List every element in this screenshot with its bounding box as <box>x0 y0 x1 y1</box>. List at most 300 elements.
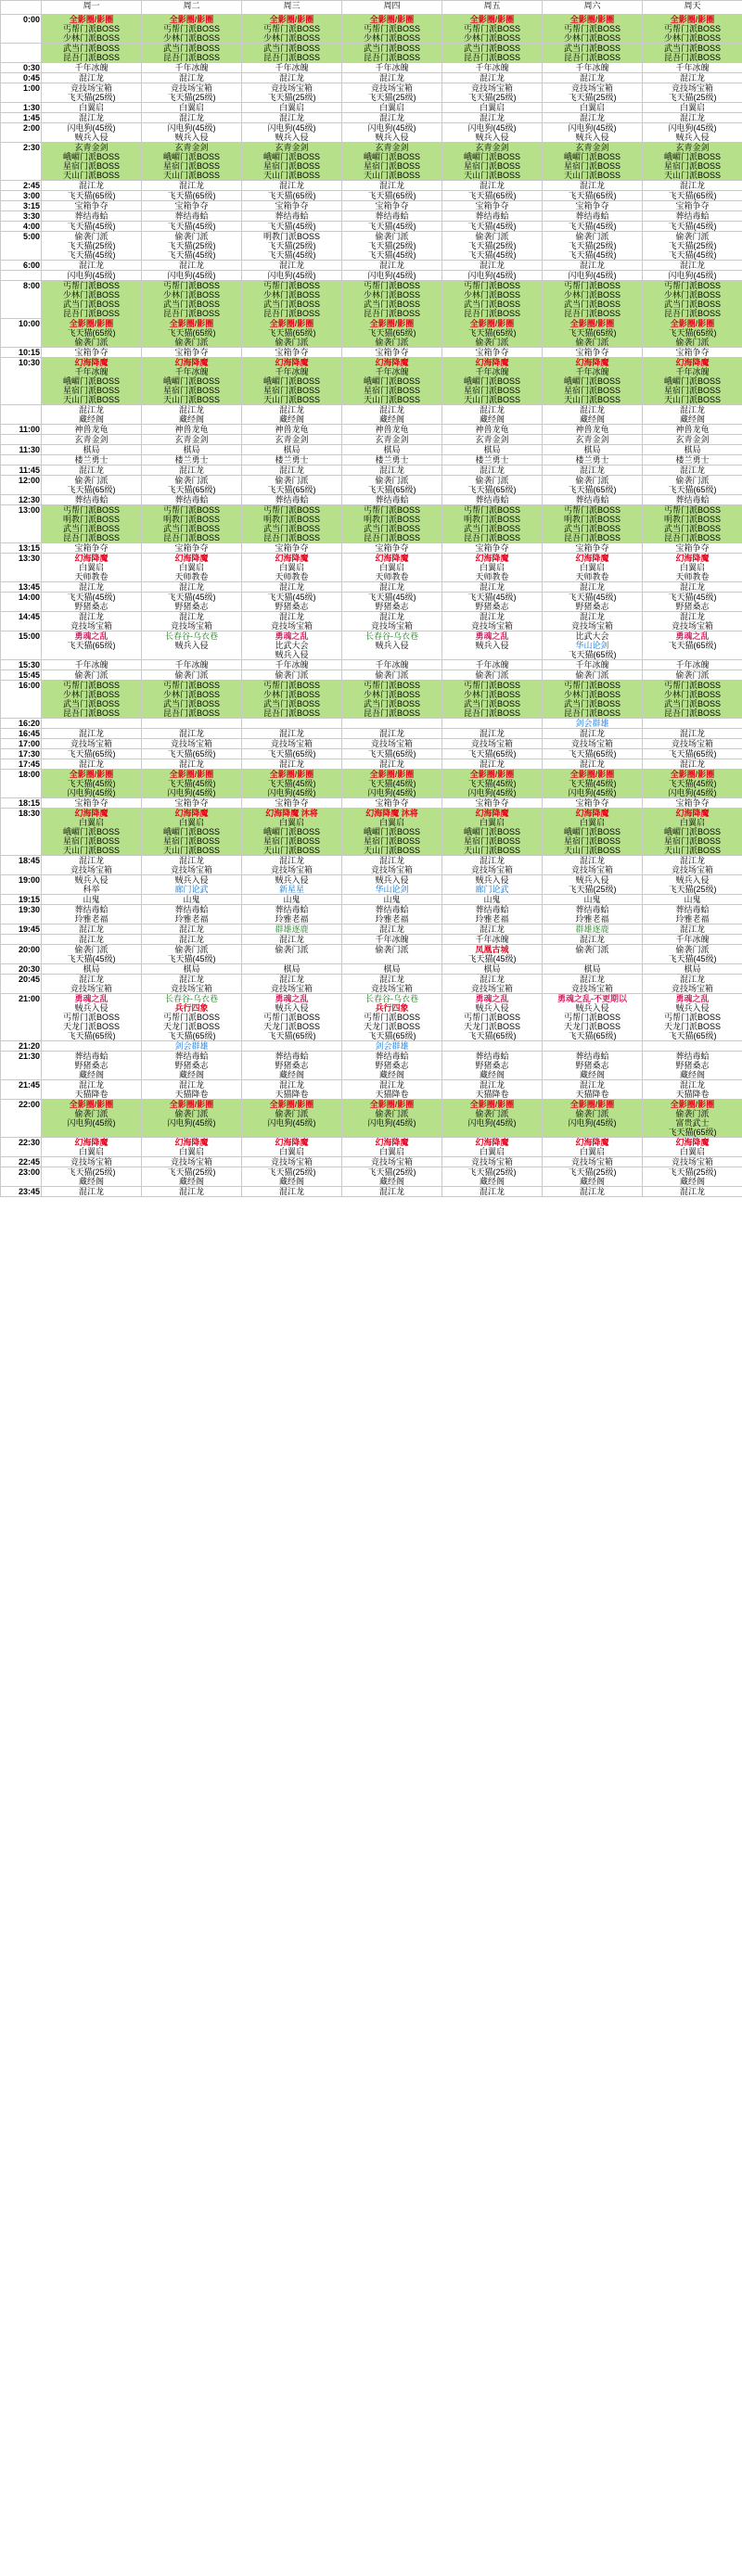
time-label: 12:30 <box>1 495 42 505</box>
event-entry: 星宿门派BOSS <box>262 386 320 395</box>
event-entry: 白翼启 <box>178 818 204 827</box>
schedule-row <box>1 631 742 660</box>
event-entry: 飞天猫(65级) <box>668 641 717 650</box>
event-entry: 竞技场宝箱 <box>370 865 413 874</box>
event-entry: 飞天猫(25级) <box>668 885 717 894</box>
event-entry: 星宿门派BOSS <box>363 836 420 846</box>
event-entry: 偷袭门派 <box>475 338 509 347</box>
event-entry: 昆吾门派BOSS <box>262 309 320 318</box>
schedule-cell <box>442 798 543 809</box>
event-entry: 宝箱争夺 <box>375 348 409 357</box>
event-entry: 偷袭门派 <box>475 1109 509 1118</box>
schedule-cell <box>543 319 643 348</box>
event-entry: 白翼启 <box>679 563 705 572</box>
schedule-cell <box>442 729 543 739</box>
event-entry: 明教门派BOSS <box>463 515 520 524</box>
event-entry: 竞技场宝箱 <box>270 865 313 874</box>
event-entry: 混江龙 <box>479 856 505 865</box>
event-entry: 全影圈/影圈 <box>569 1100 615 1109</box>
event-entry: 峨嵋门派BOSS <box>463 376 520 386</box>
schedule-cell <box>242 554 342 582</box>
schedule-cell <box>42 222 142 232</box>
event-entry: 白翼启 <box>479 103 505 112</box>
schedule-cell <box>42 660 142 670</box>
event-entry: 楼兰勇士 <box>475 455 509 465</box>
schedule-cell <box>643 232 742 261</box>
schedule-cell <box>442 875 543 895</box>
event-entry: 武当门派BOSS <box>363 699 420 708</box>
time-label: 12:00 <box>1 476 42 495</box>
event-entry: 混江龙 <box>679 405 705 414</box>
schedule-cell <box>643 670 742 681</box>
event-entry: 昆吾门派BOSS <box>563 309 620 318</box>
event-entry: 竞技场宝箱 <box>570 739 613 748</box>
schedule-cell <box>342 271 442 281</box>
event-entry: 白翼启 <box>679 818 705 827</box>
event-entry: 神兽龙龟 <box>174 425 209 434</box>
event-entry: 星宿门派BOSS <box>663 161 721 171</box>
schedule-cell <box>543 123 643 143</box>
event-entry: 宝箱争夺 <box>74 348 109 357</box>
event-entry: 野猪桑志 <box>475 1061 509 1070</box>
schedule-cell <box>342 554 442 582</box>
schedule-row <box>1 1157 742 1167</box>
event-entry: 混江龙 <box>579 261 605 270</box>
schedule-cell <box>643 113 742 123</box>
event-entry: 星宿门派BOSS <box>262 161 320 171</box>
time-label: 6:00 <box>1 261 42 271</box>
schedule-cell <box>342 809 442 856</box>
event-entry: 偷袭门派 <box>475 232 509 241</box>
schedule-cell <box>643 660 742 670</box>
event-entry: 星宿门派BOSS <box>62 836 120 846</box>
event-entry: 群雄逐鹿 <box>275 925 309 934</box>
event-entry: 白翼启 <box>178 563 204 572</box>
schedule-cell <box>342 476 442 495</box>
schedule-cell <box>242 232 342 261</box>
schedule-cell <box>142 681 242 719</box>
schedule-cell <box>442 44 543 63</box>
event-entry: 棋局 <box>383 445 401 454</box>
schedule-cell <box>643 211 742 222</box>
event-entry: 峨嵋门派BOSS <box>663 152 721 161</box>
event-entry: 星宿门派BOSS <box>463 386 520 395</box>
event-entry: 飞天猫(65级) <box>668 749 717 759</box>
event-entry: 混江龙 <box>378 612 404 621</box>
event-entry: 混江龙 <box>278 113 304 122</box>
schedule-cell <box>342 63 442 73</box>
day-header-tuesday: 周二 <box>142 1 242 15</box>
event-entry: 玄青金剑 <box>575 143 609 152</box>
schedule-cell <box>142 271 242 281</box>
schedule-row <box>1 405 742 425</box>
schedule-cell <box>142 631 242 660</box>
event-entry: 山鬼 <box>383 895 401 904</box>
schedule-cell <box>42 1100 142 1138</box>
schedule-row <box>1 856 742 875</box>
schedule-cell <box>543 465 643 476</box>
event-entry: 昆吾门派BOSS <box>463 533 520 542</box>
schedule-cell <box>442 631 543 660</box>
schedule-cell <box>442 405 543 425</box>
time-label <box>1 935 42 945</box>
event-entry: 少林门派BOSS <box>463 690 520 699</box>
event-entry: 野猪桑志 <box>375 1061 409 1070</box>
schedule-row <box>1 809 742 856</box>
schedule-cell <box>142 660 242 670</box>
schedule-cell <box>42 271 142 281</box>
event-entry: 混江龙 <box>78 856 104 865</box>
event-entry: 贼兵入侵 <box>475 641 509 650</box>
event-entry: 白翼启 <box>178 1147 204 1156</box>
event-entry: 昆吾门派BOSS <box>663 309 721 318</box>
schedule-cell <box>242 435 342 445</box>
schedule-cell <box>142 181 242 191</box>
event-entry: 天山门派BOSS <box>162 846 220 855</box>
time-label: 16:20 <box>1 719 42 729</box>
schedule-cell <box>442 191 543 201</box>
time-label <box>1 271 42 281</box>
event-entry: 混江龙 <box>378 582 404 592</box>
event-entry: 飞天猫(65级) <box>167 1031 216 1040</box>
event-entry: 长春谷-乌衣巷 <box>165 994 218 1003</box>
schedule-cell <box>142 63 242 73</box>
event-entry: 宝箱争夺 <box>174 798 209 808</box>
event-entry: 宝箱争夺 <box>475 543 509 553</box>
event-entry: 竞技场宝箱 <box>570 865 613 874</box>
event-entry: 丐帮门派BOSS <box>363 505 420 515</box>
schedule-cell <box>643 856 742 875</box>
schedule-cell <box>142 964 242 975</box>
event-entry: 天山门派BOSS <box>463 395 520 404</box>
time-label: 16:00 <box>1 681 42 719</box>
event-entry: 千年冰魄 <box>675 935 710 944</box>
schedule-cell <box>442 455 543 465</box>
event-entry: 天山门派BOSS <box>262 395 320 404</box>
schedule-cell <box>142 435 242 445</box>
event-entry: 楼兰勇士 <box>575 455 609 465</box>
schedule-cell <box>342 582 442 593</box>
event-entry: 峨嵋门派BOSS <box>463 152 520 161</box>
schedule-cell <box>543 905 643 925</box>
event-entry: 棋局 <box>583 964 601 974</box>
event-entry: 竞技场宝箱 <box>671 739 713 748</box>
event-entry: 飞天猫(25级) <box>467 93 517 102</box>
schedule-cell <box>342 143 442 181</box>
event-entry: 竞技场宝箱 <box>270 1157 313 1167</box>
event-entry: 葬结毒蛤 <box>675 495 710 504</box>
schedule-row <box>1 543 742 554</box>
schedule-cell <box>543 1157 643 1167</box>
schedule-page <box>0 0 742 1197</box>
schedule-cell <box>142 1187 242 1197</box>
schedule-cell <box>543 405 643 425</box>
event-entry: 昆吾门派BOSS <box>162 533 220 542</box>
event-entry: 比武大会 <box>575 631 609 641</box>
schedule-cell <box>442 975 543 994</box>
event-entry: 混江龙 <box>378 181 404 190</box>
event-entry: 混江龙 <box>178 935 204 944</box>
event-entry: 飞天猫(65级) <box>668 1128 717 1137</box>
event-entry: 闪电狗(45级) <box>367 123 416 133</box>
schedule-cell <box>242 1187 342 1197</box>
event-entry: 闪电狗(45级) <box>467 271 517 280</box>
event-entry: 混江龙 <box>378 1187 404 1196</box>
schedule-cell <box>42 1041 142 1052</box>
schedule-cell <box>42 435 142 445</box>
schedule-row <box>1 261 742 271</box>
event-entry: 星宿门派BOSS <box>463 161 520 171</box>
event-entry: 幻海降魔 沐将 <box>365 809 418 818</box>
event-entry: 峨嵋门派BOSS <box>262 376 320 386</box>
event-entry: 峨嵋门派BOSS <box>62 152 120 161</box>
event-entry: 混江龙 <box>679 729 705 738</box>
schedule-cell <box>242 719 342 729</box>
event-entry: 全影圈/影圈 <box>469 770 515 779</box>
event-entry: 昆吾门派BOSS <box>262 53 320 62</box>
event-entry: 混江龙 <box>278 1080 304 1090</box>
schedule-row <box>1 191 742 201</box>
event-entry: 宝箱争夺 <box>375 201 409 210</box>
event-entry: 昆吾门派BOSS <box>663 53 721 62</box>
event-empty <box>43 1041 140 1051</box>
time-label <box>1 44 42 63</box>
schedule-cell <box>342 319 442 348</box>
schedule-cell <box>242 348 342 358</box>
event-entry: 全影圈/影圈 <box>169 1100 214 1109</box>
schedule-cell <box>42 191 142 201</box>
event-entry: 丐帮门派BOSS <box>363 1013 420 1022</box>
event-entry: 神兽龙龟 <box>375 425 409 434</box>
event-entry: 武当门派BOSS <box>663 300 721 309</box>
schedule-cell <box>342 945 442 964</box>
event-entry: 玄青金剑 <box>275 435 309 444</box>
schedule-cell <box>42 1080 142 1100</box>
schedule-cell <box>643 925 742 935</box>
schedule-cell <box>342 15 442 44</box>
schedule-cell <box>442 281 543 319</box>
day-header-monday: 周一 <box>42 1 142 15</box>
time-label: 17:30 <box>1 749 42 759</box>
schedule-cell <box>242 543 342 554</box>
event-entry: 天师教卷 <box>174 572 209 581</box>
event-entry: 飞天猫(45级) <box>167 593 216 602</box>
schedule-cell <box>543 425 643 435</box>
event-entry: 武当门派BOSS <box>563 524 620 533</box>
schedule-cell <box>142 770 242 798</box>
event-entry: 棋局 <box>383 964 401 974</box>
event-entry: 丐帮门派BOSS <box>463 681 520 690</box>
schedule-cell <box>643 612 742 631</box>
event-entry: 飞天猫(45级) <box>568 222 617 231</box>
event-entry: 混江龙 <box>479 73 505 83</box>
schedule-cell <box>142 593 242 612</box>
event-entry: 葬结毒蛤 <box>675 1052 710 1061</box>
schedule-cell <box>42 261 142 271</box>
schedule-cell <box>342 681 442 719</box>
event-entry: 飞天猫(65级) <box>668 485 717 494</box>
event-entry: 偷袭门派 <box>375 232 409 241</box>
event-entry: 混江龙 <box>679 465 705 475</box>
event-entry: 偷袭门派 <box>575 476 609 485</box>
event-entry: 竞技场宝箱 <box>671 83 713 93</box>
schedule-cell <box>42 935 142 945</box>
schedule-cell <box>442 63 543 73</box>
event-entry: 昆吾门派BOSS <box>363 309 420 318</box>
schedule-row <box>1 103 742 113</box>
event-entry: 混江龙 <box>78 612 104 621</box>
schedule-cell <box>543 798 643 809</box>
schedule-cell <box>442 925 543 935</box>
event-entry: 玲雅老福 <box>375 914 409 924</box>
schedule-cell <box>543 201 643 211</box>
event-entry: 混江龙 <box>78 729 104 738</box>
time-label: 4:00 <box>1 222 42 232</box>
event-entry: 神兽龙龟 <box>275 425 309 434</box>
schedule-cell <box>643 1052 742 1080</box>
event-entry: 混江龙 <box>579 73 605 83</box>
event-entry: 混江龙 <box>579 759 605 769</box>
event-entry: 幻海降魔 <box>174 554 209 563</box>
event-entry: 勇魂之乱 <box>675 994 710 1003</box>
schedule-cell <box>643 222 742 232</box>
event-entry: 偷袭门派 <box>174 670 209 680</box>
schedule-cell <box>643 103 742 113</box>
schedule-cell <box>342 181 442 191</box>
schedule-cell <box>543 63 643 73</box>
schedule-cell <box>142 1138 242 1157</box>
event-entry: 藏经阁 <box>378 1070 404 1079</box>
event-entry: 飞天猫(45级) <box>267 250 316 260</box>
schedule-row <box>1 935 742 945</box>
event-entry: 竞技场宝箱 <box>70 984 112 993</box>
event-entry: 竞技场宝箱 <box>370 83 413 93</box>
event-entry: 飞天猫(25级) <box>67 93 116 102</box>
event-entry: 神兽龙龟 <box>675 425 710 434</box>
event-entry: 白翼启 <box>579 103 605 112</box>
time-label: 0:45 <box>1 73 42 83</box>
event-entry: 葬结毒蛤 <box>275 495 309 504</box>
schedule-cell <box>142 319 242 348</box>
event-entry: 千年冰魄 <box>174 367 209 376</box>
event-entry: 飞天猫(65级) <box>568 650 617 659</box>
event-entry: 天山门派BOSS <box>463 171 520 180</box>
schedule-cell <box>142 281 242 319</box>
event-entry: 贼兵入侵 <box>475 133 509 142</box>
event-entry: 白翼启 <box>378 563 404 572</box>
event-entry: 飞天猫(45级) <box>668 222 717 231</box>
schedule-cell <box>543 358 643 405</box>
event-entry: 藏经阁 <box>579 1177 605 1186</box>
event-entry: 白翼启 <box>479 818 505 827</box>
schedule-cell <box>142 975 242 994</box>
schedule-cell <box>543 44 643 63</box>
schedule-cell <box>242 191 342 201</box>
schedule-cell <box>643 191 742 201</box>
schedule-cell <box>42 358 142 405</box>
event-entry: 千年冰魄 <box>74 660 109 670</box>
event-entry: 宝箱争夺 <box>575 543 609 553</box>
schedule-cell <box>242 358 342 405</box>
event-entry: 飞天猫(45级) <box>267 222 316 231</box>
event-entry: 野猪桑志 <box>375 602 409 611</box>
event-entry: 玲雅老福 <box>575 914 609 924</box>
schedule-cell <box>342 994 442 1041</box>
event-entry: 竞技场宝箱 <box>370 984 413 993</box>
time-label: 11:00 <box>1 425 42 435</box>
schedule-row <box>1 73 742 83</box>
schedule-cell <box>342 211 442 222</box>
schedule-cell <box>643 445 742 455</box>
event-entry: 混江龙 <box>78 975 104 984</box>
event-entry: 武当门派BOSS <box>62 524 120 533</box>
event-entry: 长春谷-乌衣巷 <box>365 631 418 641</box>
event-entry: 偷袭门派 <box>675 1109 710 1118</box>
schedule-row <box>1 123 742 143</box>
schedule-cell <box>442 1052 543 1080</box>
event-entry: 千年冰魄 <box>675 63 710 72</box>
event-entry: 藏经阁 <box>78 1177 104 1186</box>
schedule-row <box>1 281 742 319</box>
event-entry: 全影圈/影圈 <box>569 770 615 779</box>
schedule-cell <box>42 44 142 63</box>
event-entry: 野猪桑志 <box>174 602 209 611</box>
event-empty <box>644 719 741 728</box>
event-entry: 宝箱争夺 <box>575 798 609 808</box>
time-label: 22:45 <box>1 1157 42 1167</box>
schedule-cell <box>242 143 342 181</box>
schedule-cell <box>342 925 442 935</box>
schedule-row <box>1 465 742 476</box>
schedule-cell <box>42 798 142 809</box>
event-entry: 少林门派BOSS <box>463 33 520 43</box>
time-label: 19:30 <box>1 905 42 925</box>
schedule-cell <box>142 582 242 593</box>
schedule-cell <box>643 729 742 739</box>
schedule-cell <box>543 445 643 455</box>
event-entry: 宝箱争夺 <box>275 201 309 210</box>
schedule-cell <box>42 73 142 83</box>
schedule-cell <box>543 809 643 856</box>
schedule-cell <box>442 593 543 612</box>
event-entry: 幻海降魔 <box>475 554 509 563</box>
event-entry: 武当门派BOSS <box>162 44 220 53</box>
event-entry: 飞天猫(45级) <box>67 779 116 788</box>
schedule-cell <box>42 543 142 554</box>
event-entry: 千年冰魄 <box>74 63 109 72</box>
event-entry: 昆吾门派BOSS <box>663 533 721 542</box>
event-entry: 闪电狗(45级) <box>267 788 316 797</box>
event-empty <box>243 719 340 728</box>
schedule-cell <box>543 1052 643 1080</box>
schedule-cell <box>342 856 442 875</box>
schedule-cell <box>442 935 543 945</box>
event-entry: 幻海降魔 <box>74 358 109 367</box>
time-label: 8:00 <box>1 281 42 319</box>
event-entry: 飞天猫(25级) <box>668 241 717 250</box>
event-entry: 白翼启 <box>278 1147 304 1156</box>
event-entry: 丐帮门派BOSS <box>363 281 420 290</box>
schedule-cell <box>543 945 643 964</box>
event-entry: 廊门论武 <box>174 885 209 894</box>
event-entry: 峨嵋门派BOSS <box>363 376 420 386</box>
schedule-cell <box>142 994 242 1041</box>
schedule-cell <box>342 593 442 612</box>
event-entry: 飞天猫(45级) <box>467 222 517 231</box>
schedule-cell <box>543 875 643 895</box>
schedule-cell <box>242 1157 342 1167</box>
time-label: 5:00 <box>1 232 42 261</box>
